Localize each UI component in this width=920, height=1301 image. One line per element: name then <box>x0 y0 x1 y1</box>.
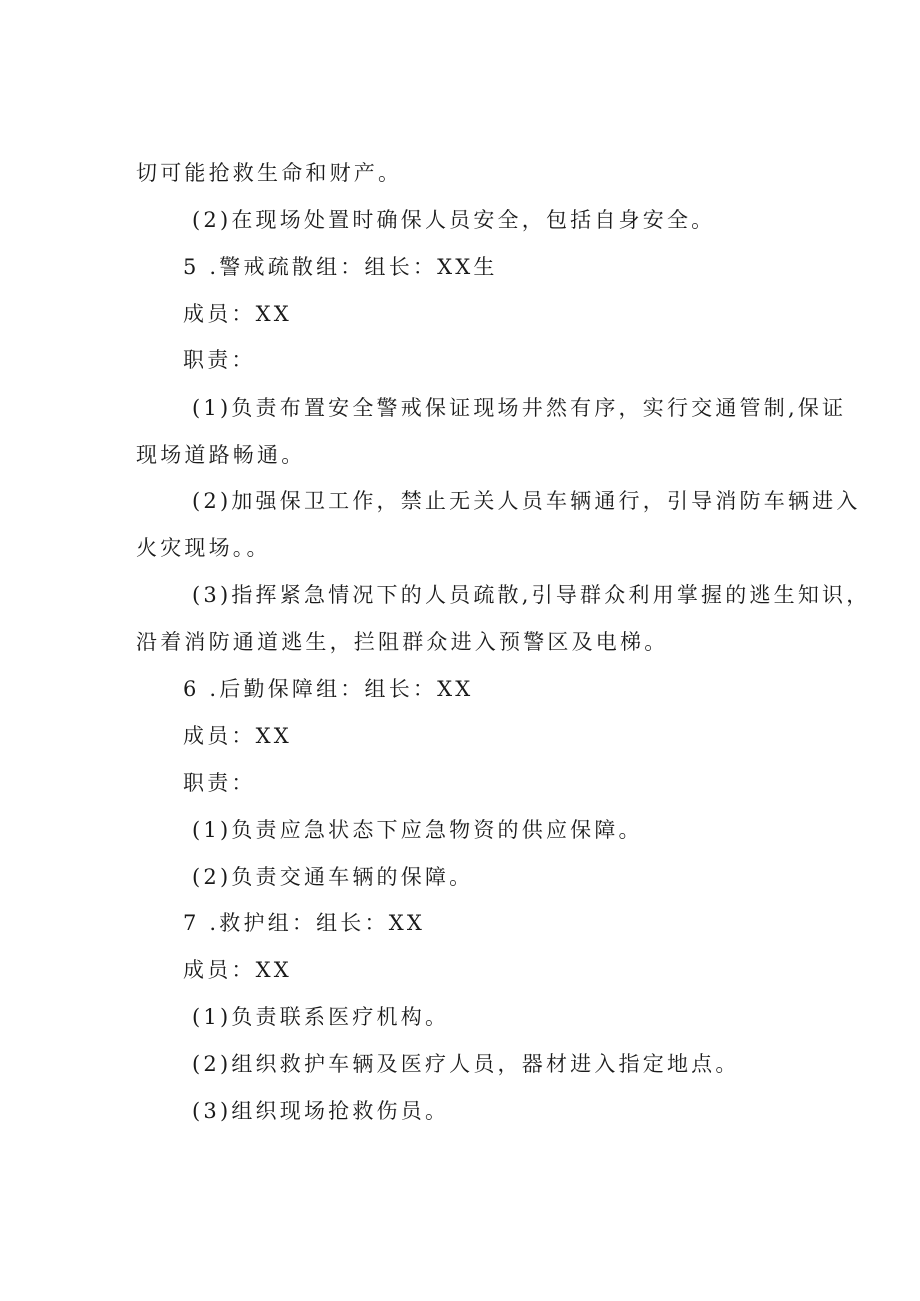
text-line: (2)组织救护车辆及医疗人员，器材进入指定地点。 <box>192 1052 740 1076</box>
section-heading: 5 .警戒疏散组：组长：XX生 <box>183 255 498 279</box>
section-heading: 7 .救护组：组长：XX <box>183 911 426 935</box>
text-line: (2)加强保卫工作，禁止无关人员车辆通行，引导消防车辆进入 <box>192 489 861 513</box>
text-line: (2)负责交通车辆的保障。 <box>192 865 474 889</box>
text-line: (3)指挥紧急情况下的人员疏散,引导群众利用掌握的逃生知识， <box>192 583 871 607</box>
text-line: (3)组织现场抢救伤员。 <box>192 1099 450 1123</box>
text-line: (1)负责应急状态下应急物资的供应保障。 <box>192 818 643 842</box>
text-line: 成员：XX <box>183 724 292 748</box>
section-heading: 6 .后勤保障组：组长：XX <box>183 677 474 701</box>
text-line: 现场道路畅通。 <box>136 443 306 467</box>
text-line: (1)负责布置安全警戒保证现场井然有序，实行交通管制,保证 <box>192 396 847 420</box>
text-line: 火灾现场。。 <box>136 536 271 560</box>
text-line: (1)负责联系医疗机构。 <box>192 1005 450 1029</box>
text-line: 职责： <box>183 771 256 795</box>
text-line: (2)在现场处置时确保人员安全，包括自身安全。 <box>192 208 716 232</box>
text-line: 成员：XX <box>183 958 292 982</box>
text-line: 成员：XX <box>183 302 292 326</box>
text-line: 职责： <box>183 348 256 372</box>
text-line: 切可能抢救生命和财产。 <box>136 161 403 185</box>
text-line: 沿着消防通道逃生，拦阻群众进入预警区及电梯。 <box>136 630 669 654</box>
